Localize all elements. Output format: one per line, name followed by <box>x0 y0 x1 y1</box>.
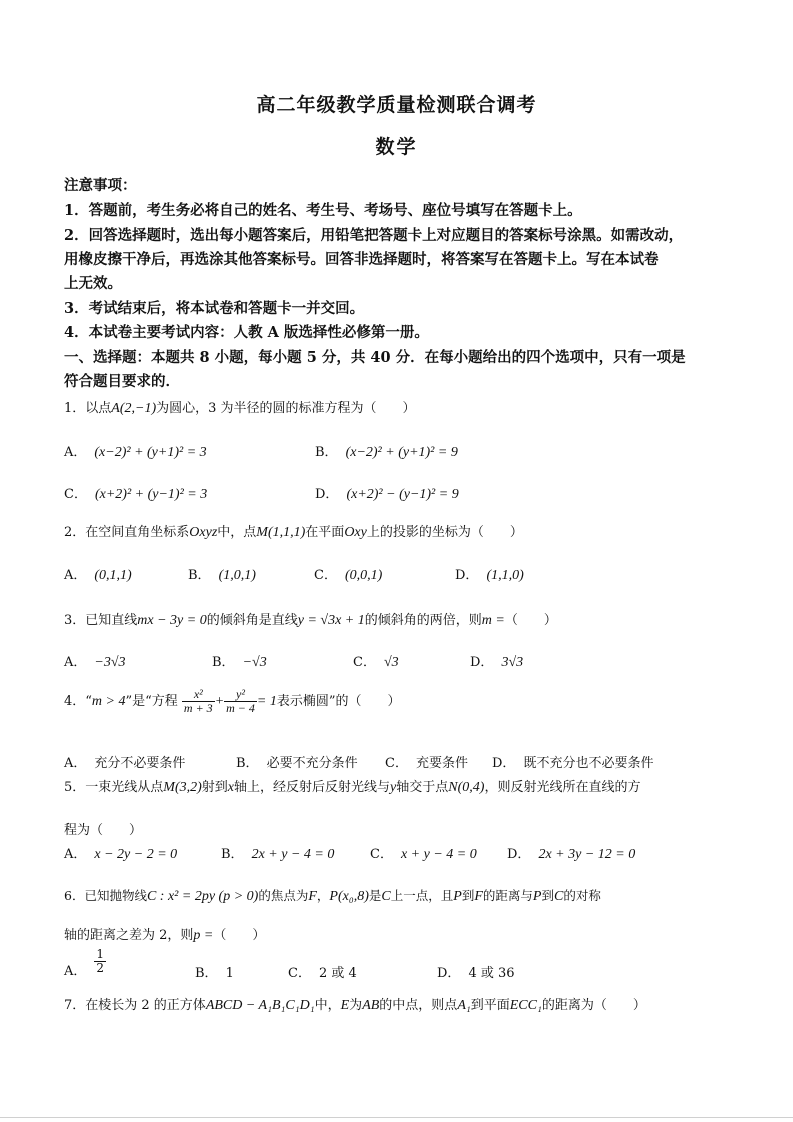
q6-sep: ， <box>316 888 330 903</box>
q6-parabola: C : x² = 2py (p > 0) <box>146 889 259 904</box>
q5-text-post: ，则反射光线所在直线的方 <box>484 780 641 795</box>
q6-option-d[interactable] <box>437 962 515 981</box>
option-label: B． <box>212 655 235 670</box>
q4-fraction-y <box>224 688 257 715</box>
q3-option-d[interactable] <box>470 651 523 671</box>
q7-segment-ab: AB <box>362 998 380 1013</box>
q7-text-pre: 7．在棱长为 2 的正方体 <box>64 998 206 1013</box>
q7-text-mid2: 为 <box>349 998 363 1013</box>
q2-text-pre: 2．在空间直角坐标系 <box>64 525 190 540</box>
q6-curve-c: C <box>381 889 391 904</box>
q6-option-a[interactable] <box>64 947 106 980</box>
q4-text-pre: 4．“ <box>64 694 92 710</box>
option-value: x − 2y − 2 = 0 <box>94 847 178 862</box>
q6-f: F <box>474 889 483 904</box>
option-label: C． <box>370 847 393 862</box>
q2-text-mid1: 中，点 <box>217 525 257 540</box>
notes-heading: 注意事项： <box>64 177 137 194</box>
q1-option-b[interactable] <box>315 441 458 461</box>
q6-point-p: P(x₀,8) <box>329 889 369 904</box>
q6-curve-c: C <box>553 889 564 904</box>
q2-text-post: 上的投影的坐标为（ ） <box>366 525 523 540</box>
question-5-line-2: 程为（ ） <box>64 823 143 838</box>
option-value: (x+2)² + (y−1)² = 3 <box>94 487 208 502</box>
q6-option-c[interactable] <box>288 962 357 981</box>
q3-option-b[interactable] <box>212 651 267 671</box>
q1-option-c[interactable] <box>64 483 207 503</box>
q4-option-a[interactable] <box>64 752 185 771</box>
q3-text-mid: 的倾斜角是直线 <box>206 613 298 628</box>
fraction-numerator: x² <box>193 687 203 701</box>
option-label: C． <box>353 655 376 670</box>
q4-plus: + <box>214 694 225 710</box>
q1-point: A(2,−1) <box>111 401 157 416</box>
question-7 <box>64 994 646 1014</box>
option-label: B． <box>221 847 244 862</box>
note-3: 3．考试结束后，将本试卷和答题卡一并交回。 <box>64 300 365 317</box>
option-label: B． <box>188 568 211 583</box>
q2-option-b[interactable] <box>188 564 256 584</box>
q6-text-post: 的对称 <box>563 888 601 903</box>
option-value: 4 或 36 <box>468 966 515 981</box>
q1-option-a[interactable] <box>64 441 207 461</box>
option-label: D． <box>470 655 494 670</box>
q5-option-a[interactable] <box>64 843 177 863</box>
q5-point-n: N(0,4) <box>448 780 485 795</box>
q6-text-pre: 6．已知抛物线 <box>64 888 147 903</box>
page-bottom-rule <box>0 1117 793 1118</box>
q3-text-tail: （ ） <box>504 613 557 628</box>
q3-option-a[interactable] <box>64 651 126 671</box>
q6-text-mid1: 的焦点为 <box>258 888 309 903</box>
q7-text-mid1: 中， <box>314 998 341 1013</box>
q6-p-var: p = <box>193 928 214 943</box>
exam-title: 高二年级教学质量检测联合调考 <box>256 94 537 116</box>
q2-option-c[interactable] <box>314 564 382 584</box>
option-value: √3 <box>383 655 399 670</box>
option-value: (x+2)² − (y−1)² = 9 <box>346 487 459 502</box>
section-heading-line-1: 一、选择题：本题共 8 小题，每小题 5 分，共 40 分．在每小题给出的四个选项中，只有一项是 <box>64 349 686 366</box>
q7-plane: ECC₁ <box>509 998 542 1013</box>
q7-cube: ABCD − A₁B₁C₁D₁ <box>205 998 315 1013</box>
option-value: (x−2)² + (y+1)² = 3 <box>94 445 207 460</box>
q5-text-pre: 5．一束光线从点 <box>64 780 164 795</box>
option-label: D． <box>315 487 339 502</box>
q6-focus: F <box>308 889 317 904</box>
q6-p: P <box>453 889 462 904</box>
option-label: A． <box>64 445 87 460</box>
q1-text-pre: 1．以点 <box>64 401 112 416</box>
q4-text-mid: ”是“方程 <box>125 694 178 710</box>
q5-text-mid2: 轴上，经反射后反射光线与 <box>234 780 391 795</box>
q4-equals: = 1 <box>256 694 277 710</box>
option-value: 3√3 <box>501 655 524 670</box>
option-label: A． <box>64 568 87 583</box>
q4-text-post: 表示椭圆”的（ ） <box>276 694 401 710</box>
question-5 <box>64 776 640 796</box>
q7-text-post: 的距离为（ ） <box>541 998 646 1013</box>
question-3 <box>64 609 557 629</box>
q5-option-c[interactable] <box>370 843 477 863</box>
q4-option-c[interactable] <box>385 752 468 771</box>
option-value: (1,0,1) <box>218 568 256 583</box>
q4-condition: m > 4 <box>91 694 126 710</box>
option-value: (0,1,1) <box>94 568 132 583</box>
q1-option-d[interactable] <box>315 483 459 503</box>
q5-text-mid1: 射到 <box>201 780 228 795</box>
option-value: 2x + 3y − 12 = 0 <box>538 847 636 862</box>
q5-option-b[interactable] <box>221 843 334 863</box>
q6-option-b[interactable] <box>195 962 234 981</box>
option-value: (x−2)² + (y+1)² = 9 <box>345 445 458 460</box>
option-label: D． <box>492 756 516 771</box>
q7-point-a1: A₁ <box>457 998 471 1013</box>
note-2-line-1: 2．回答选择题时，选出每小题答案后，用铅笔把答题卡上对应题目的答案标号涂黑。如需改动， <box>64 227 684 244</box>
option-label: A． <box>64 756 87 771</box>
q4-option-d[interactable] <box>492 752 653 771</box>
q5-text-mid3: 轴交于点 <box>396 780 449 795</box>
option-label: A． <box>64 964 87 980</box>
option-label: D． <box>437 966 461 981</box>
fraction-numerator: y² <box>236 687 245 701</box>
section-heading-line-2: 符合题目要求的． <box>64 373 180 390</box>
option-label: C． <box>385 756 408 771</box>
q2-text-mid2: 在平面 <box>305 525 345 540</box>
q6-p: P <box>532 889 542 904</box>
q1-text-post: 为圆心，3 为半径的圆的标准方程为（ ） <box>156 401 416 416</box>
question-6 <box>64 886 601 905</box>
option-value-fraction <box>94 948 106 975</box>
q4-option-b[interactable] <box>236 752 358 771</box>
question-4 <box>64 688 401 715</box>
q5-option-d[interactable] <box>507 843 635 863</box>
q6-text-mid2: 是 <box>368 888 382 903</box>
note-4: 4．本试卷主要考试内容：人教 A 版选择性必修第一册。 <box>64 324 429 341</box>
fraction-denominator: m + 3 <box>183 701 213 716</box>
q5-axis-x: x <box>227 780 235 795</box>
q3-text-pre: 3．已知直线 <box>64 613 138 628</box>
fraction-denominator: 2 <box>96 961 105 976</box>
note-2-line-2: 用橡皮擦干净后，再选涂其他答案标号。回答非选择题时，将答案写在答题卡上。写在本试卷 <box>64 251 659 268</box>
fraction-numerator: 1 <box>96 947 105 961</box>
note-1: 1．答题前，考生务必将自己的姓名、考生号、考场号、座位号填写在答题卡上。 <box>64 202 582 219</box>
option-value: x + y − 4 = 0 <box>400 847 477 862</box>
option-value: (1,1,0) <box>486 568 524 583</box>
q4-fraction-x <box>182 688 215 715</box>
option-label: B． <box>236 756 259 771</box>
q3-option-c[interactable] <box>353 651 399 671</box>
q3-text-post: 的倾斜角的两倍，则 <box>364 613 482 628</box>
q2-plane: Oxy <box>344 525 367 540</box>
option-value: 既不充分也不必要条件 <box>523 756 654 771</box>
option-value: 2x + y − 4 = 0 <box>251 847 335 862</box>
option-value: 2 或 4 <box>318 966 357 981</box>
q7-text-mid3: 的中点，则点 <box>379 998 458 1013</box>
option-value: 充要条件 <box>415 756 468 771</box>
q5-axis-y: y <box>390 780 397 795</box>
q2-point: M(1,1,1) <box>256 525 306 540</box>
q6-line2-text: 轴的距离之差为 2，则 <box>64 928 194 943</box>
option-label: A． <box>64 847 87 862</box>
q6-text-mid5: 的距离与 <box>482 888 533 903</box>
q7-text-mid4: 到平面 <box>470 998 510 1013</box>
option-label: B． <box>315 445 338 460</box>
question-6-line-2 <box>64 924 265 944</box>
q6-line2-tail: （ ） <box>213 928 266 943</box>
option-label: A． <box>64 655 87 670</box>
q6-text-mid6: 到 <box>541 888 554 903</box>
q5-point-m: M(3,2) <box>163 780 202 795</box>
option-label: B． <box>195 966 218 981</box>
option-value: 1 <box>225 966 234 981</box>
option-value: 充分不必要条件 <box>94 756 186 771</box>
fraction-denominator: m − 4 <box>226 701 255 716</box>
option-label: C． <box>314 568 337 583</box>
question-2 <box>64 521 523 541</box>
q3-line-2: y = √3x + 1 <box>297 613 365 628</box>
q2-coord-system: Oxyz <box>189 525 218 540</box>
q7-point-e: E <box>340 998 350 1013</box>
q3-line-1: mx − 3y = 0 <box>137 613 207 628</box>
q3-variable: m = <box>481 613 505 628</box>
option-value: −√3 <box>242 655 267 670</box>
exam-subject: 数学 <box>375 136 418 158</box>
option-value: 必要不充分条件 <box>266 756 358 771</box>
option-label: D． <box>507 847 531 862</box>
q6-text-mid3: 上一点，且 <box>390 888 454 903</box>
q2-option-a[interactable] <box>64 564 132 584</box>
q6-text-mid4: 到 <box>461 888 475 903</box>
q2-option-d[interactable] <box>455 564 524 584</box>
option-value: (0,0,1) <box>344 568 383 583</box>
option-label: C． <box>288 966 311 981</box>
option-label: D． <box>455 568 479 583</box>
option-label: C． <box>64 487 87 502</box>
note-2-line-3: 上无效。 <box>64 275 122 292</box>
question-1 <box>64 397 416 417</box>
option-value: −3√3 <box>94 655 126 670</box>
